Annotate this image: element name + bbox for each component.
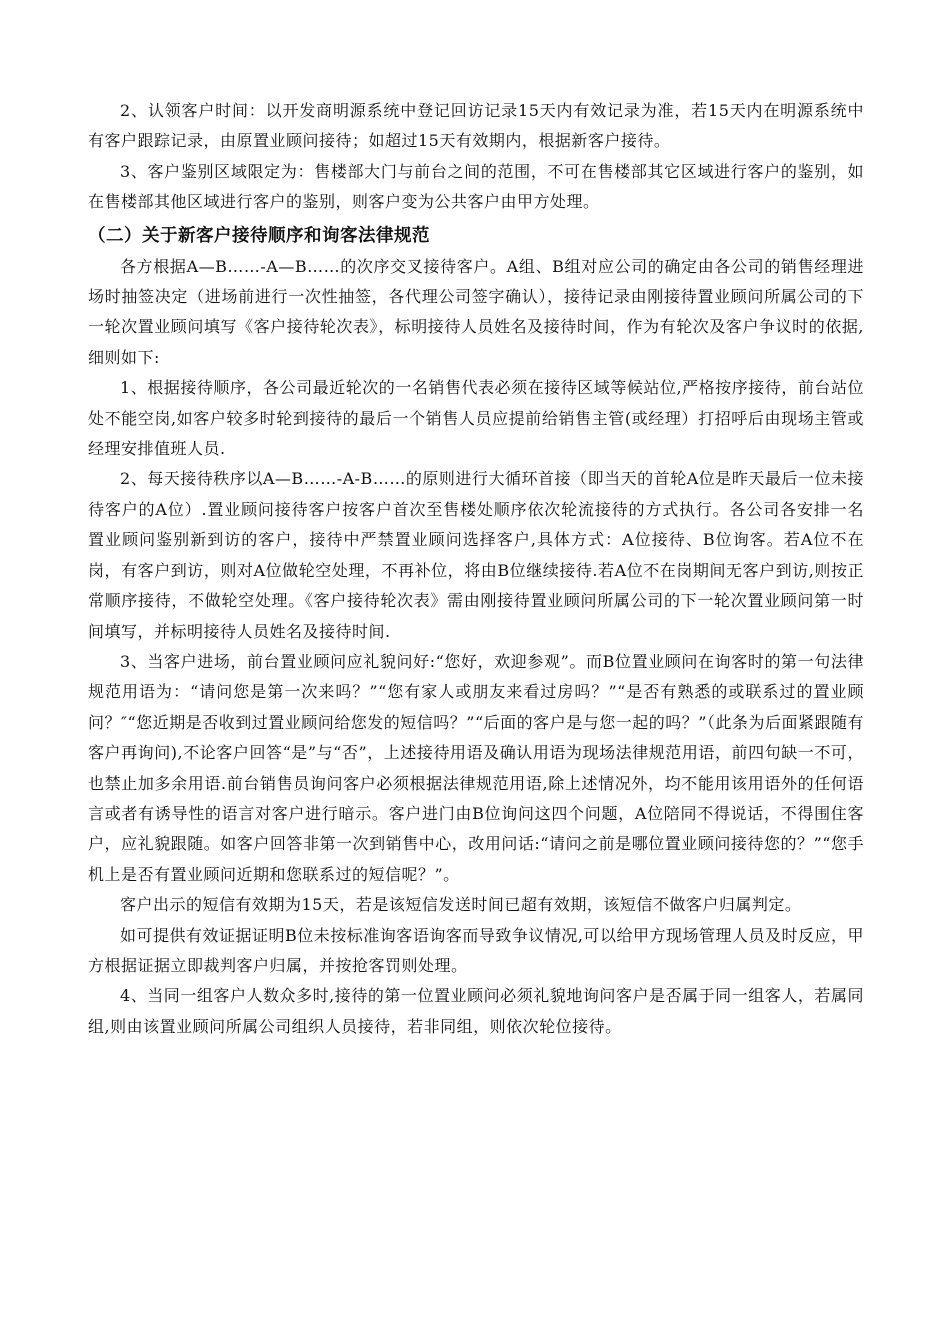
paragraph-reception-order: 各方根据A—B……-A—B……的次序交叉接待客户。A组、B组对应公司的确定由各公司的销售经理进场时抽签决定（进场前进行一次性抽签，各代理公司签字确认），接待记录由刚接待置业顾问所属公司的下一轮次置业顾问填写《客户接待轮次表》，标明接待人员姓名及接待时间，作为有轮次及客户争议时的依据,细则如下: bbox=[88, 256, 864, 367]
paragraph-rule-1: 1、根据接待顺序，各公司最近轮次的一名销售代表必须在接待区域等候站位,严格按序接待，前台站位处不能空岗,如客户较多时轮到接待的最后一个销售人员应提前给销售主管(或经理）打招呼后由现场主管或经理安排值班人员. bbox=[88, 378, 864, 459]
paragraph-claim-time: 2、认领客户时间：以开发商明源系统中登记回访记录15天内有效记录为准，若15天内在明源系统中有客户跟踪记录，由原置业顾问接待；如超过15天有效期内，根据新客户接待。 bbox=[88, 101, 864, 151]
paragraph-rule-3: 3、当客户进场，前台置业顾问应礼貌问好:“您好，欢迎参观”。而B位置业顾问在询客时的第一句法律规范用语为：“请问您是第一次来吗？”“您有家人或朋友来看过房吗？”“是否有熟悉的或联系过的置业顾问？″“您近期是否收到过置业顾问给您发的短信吗？”“后面的客户是与您一起的吗？”（此条为后面紧跟随有客户再询问),不论客户回答“是”与“否”，上述接待用语及确认用语为现场法律规范用语，前四句缺一不可，也禁止加多余用语.前台销售员询问客户必须根据法律规范用语,除上述情况外，均不能用该用语外的任何语言或者有诱导性的语言对客户进行暗示。客户进门由B位询问这四个问题，A位陪同不得说话，不得围住客户，应礼貌跟随。如客户回答非第一次到销售中心，改用问话:“请问之前是哪位置业顾问接待您的？”“您手机上是否有置业顾问近期和您联系过的短信呢？”。 bbox=[88, 651, 864, 884]
document-body bbox=[88, 96, 864, 1042]
paragraph-rule-2: 2、每天接待秩序以A—B……-A-B……的原则进行大循环首接（即当天的首轮A位是昨天最后一位未接待客户的A位）.置业顾问接待客户按客户首次至售楼处顺序依次轮流接待的方式执行。各公司各安排一名置业顾问鉴别新到访的客户，接待中严禁置业顾问选择客户,具体方式：A位接待、B位询客。若A位不在岗，有客户到访，则对A位做轮空处理，不再补位，将由B位继续接待.若A位不在岗期间无客户到访,则按正常顺序接待，不做轮空处理。《客户接待轮次表》需由刚接待置业顾问所属公司的下一轮次置业顾问第一时间填写，并标明接待人员姓名及接待时间. bbox=[88, 469, 864, 641]
paragraph-identification-area: 3、客户鉴别区域限定为：售楼部大门与前台之间的范围，不可在售楼部其它区域进行客户的鉴别，如在售楼部其他区域进行客户的鉴别，则客户变为公共客户由甲方处理。 bbox=[88, 161, 864, 212]
section-heading: （二）关于新客户接待顺序和询客法律规范 bbox=[88, 225, 430, 246]
paragraph-sms-validity: 客户出示的短信有效期为15天，若是该短信发送时间已超有效期，该短信不做客户归属判定。 bbox=[120, 895, 802, 915]
paragraph-rule-4: 4、当同一组客户人数众多时,接待的第一位置业顾问必须礼貌地询问客户是否属于同一组客人，若属同组,则由该置业顾问所属公司组织人员接待，若非同组，则依次轮位接待。 bbox=[88, 986, 864, 1036]
paragraph-dispute-evidence: 如可提供有效证据证明B位未按标准询客语询客而导致争议情况,可以给甲方现场管理人员及时反应，甲方根据证据立即裁判客户归属，并按抢客罚则处理。 bbox=[88, 925, 864, 975]
